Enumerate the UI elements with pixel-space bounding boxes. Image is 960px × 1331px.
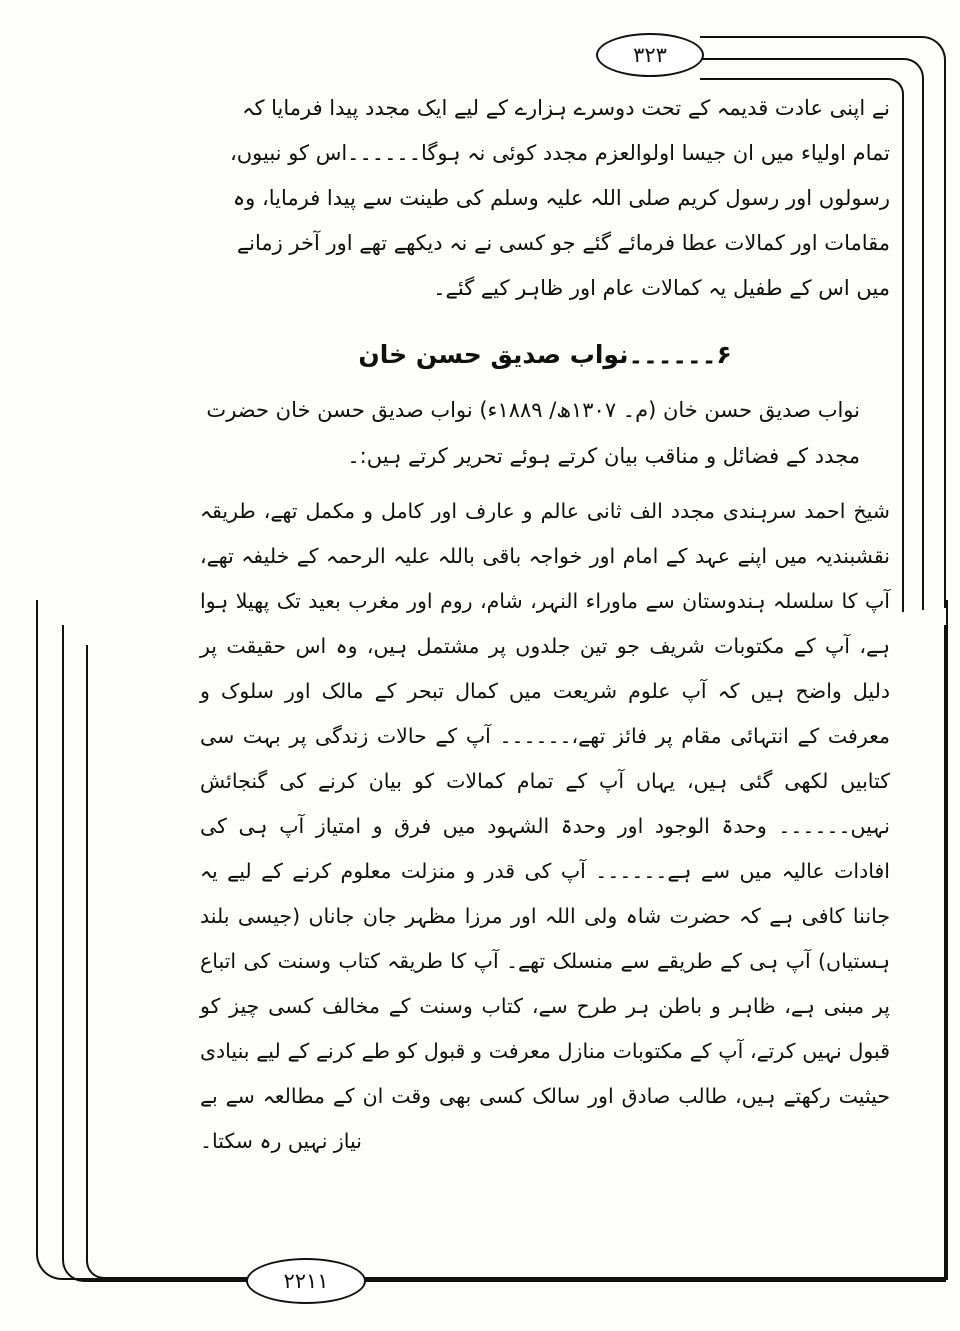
body-paragraph-2: نواب صدیق حسن خان (م۔ ۱۳۰۷ھ/ ۱۸۸۹ء) نواب صدیق حسن خان حضرت مجدد کے فضائل و مناقب بیان کرتے ہوئے تحریر کرتے ہیں:۔ [206,398,860,468]
page-content [200,86,890,1170]
body-paragraph-1: نے اپنی عادت قدیمہ کے تحت دوسرے ہزارے کے لیے ایک مجدد پیدا فرمایا کہ تمام اولیاء میں ان جیسا اولوالعزم مجدد کوئی نہ ہوگا۔۔۔۔۔۔اس کو نبیوں، رسولوں اور رسول کریم صلی اللہ علیہ وسلم کی طینت سے پیدا فرمایا، وہ مقامات اور کمالات عطا فرمائے گئے جو کسی نے نہ دیکھے تھے اور آخر زمانے میں اس کے طفیل یہ کمالات عام اور ظاہر کیے گئے۔ [229,96,890,300]
page-number-top: ۳۲۳ [596,33,704,77]
section-heading: ۶۔۔۔۔۔۔نواب صدیق حسن خان [358,340,732,369]
body-paragraph-3: شیخ احمد سرہندی مجدد الف ثانی عالم و عارف اور کامل و مکمل تھے، طریقہ نقشبندیہ میں اپنے عہد کے امام اور خواجہ باقی باللہ علیہ الرحمہ کے خلیفہ تھے، آپ کا سلسلہ ہندوستان سے ماوراء النہر، شام، روم اور مغرب بعید تک پھیلا ہوا ہے، آپ کے مکتوبات شریف جو تین جلدوں پر مشتمل ہیں، وہ اس حقیقت پر دلیل واضح ہیں کہ آپ علوم شریعت میں کمال تبحر کے مالک اور سلوک و معرفت کے انتہائی مقام پر فائز تھے،۔۔۔۔۔۔ آپ کے حالات زندگی پر بہت سی کتابیں لکھی گئی ہیں، یہاں آپ کے تمام کمالات کو بیان کرنے کی گنجائش نہیں۔۔۔۔۔۔ وحدۃ الوجود اور وحدۃ الشہود میں فرق و امتیاز آپ ہی کی افادات عالیہ میں سے ہے۔۔۔۔۔۔ آپ کی قدر و منزلت معلوم کرنے کے لیے یہ جاننا کافی ہے کہ حضرت شاہ ولی اللہ اور مرزا مظہر جان جاناں (جیسی بلند ہستیاں) آپ ہی کے طریقے سے منسلک تھے۔ آپ کا طریقہ کتاب وسنت کی اتباع پر مبنی ہے، ظاہر و باطن ہر طرح سے، کتاب وسنت کے مخالف کسی چیز کو قبول نہیں کرتے، آپ کے مکتوبات منازل معرفت و قبول کو طے کرنے کے لیے بنیادی حیثیت رکھتے ہیں، طالب صادق اور سالک کسی بھی وقت ان کے مطالعہ سے بے نیاز نہیں رہ سکتا۔ [200,499,890,1153]
page-number-bottom: ۲۲۱۱ [246,1258,366,1304]
